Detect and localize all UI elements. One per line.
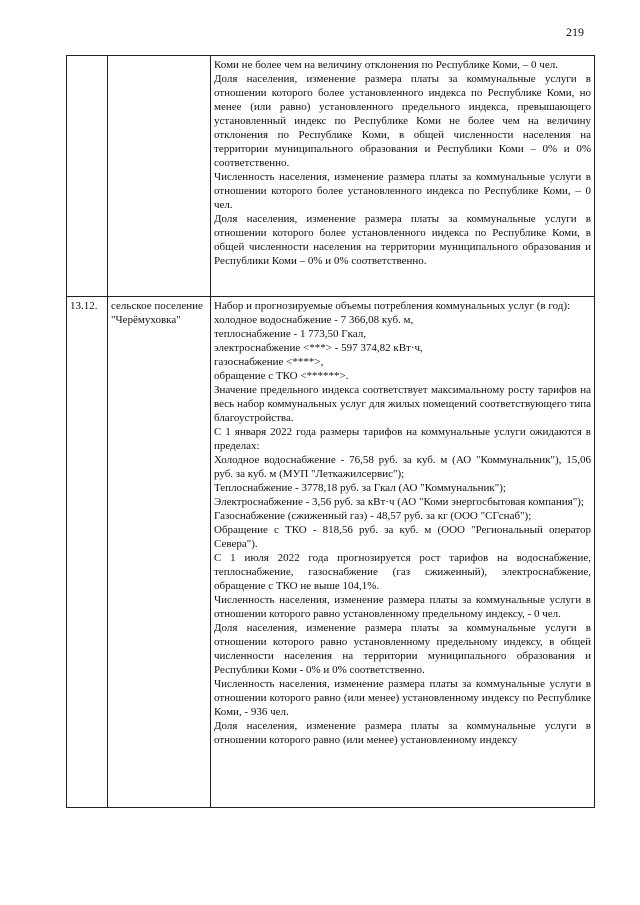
paragraph: Холодное водоснабжение - 76,58 руб. за куб. м (АО "Коммунальник"), 15,06 руб. за куб. м (МУП "Леткажилсервис");	[214, 454, 591, 480]
paragraph: газоснабжение <****>,	[214, 356, 324, 368]
paragraph: Численность населения, изменение размера платы за коммунальные услуги в отношении которого равно установленному предельному индексу, - 0 чел.	[214, 594, 591, 620]
paragraph: Газоснабжение (сжиженный газ) - 48,57 руб. за кг (ООО "СГснаб");	[214, 510, 532, 522]
paragraph: Набор и прогнозируемые объемы потребления коммунальных услуг (в год):	[214, 300, 571, 312]
paragraph: теплоснабжение - 1 773,50 Гкал,	[214, 328, 366, 340]
paragraph: холодное водоснабжение - 7 366,08 куб. м,	[214, 314, 414, 326]
paragraph: Значение предельного индекса соответствует максимальному росту тарифов на весь набор коммунальных услуг для жилых помещений соответствующего типа благоустройства.	[214, 384, 591, 424]
paragraph: Обращение с ТКО - 818,56 руб. за куб. м (ООО "Региональный оператор Севера").	[214, 524, 591, 550]
paragraph: Численность населения, изменение размера платы за коммунальные услуги в отношении которого более установленного индекса по Республике Коми, – 0 чел.	[214, 171, 591, 211]
description-cell	[211, 56, 595, 297]
table-row	[67, 297, 595, 808]
paragraph: Доля населения, изменение размера платы за коммунальные услуги в отношении которого более установленного индекса по Республике Коми, но менее (или равно) установленного предельного индекса, превышающего установленный индекс по Республике Коми не более чем на величину отклонения по Республике Коми, в общей численности населения на территории муниципального образования и Республики Коми – 0% и 0% соответственно.	[214, 73, 591, 169]
paragraph: Теплоснабжение - 3778,18 руб. за Гкал (АО "Коммунальник");	[214, 482, 506, 494]
row-number-cell: 13.12.	[67, 297, 108, 808]
paragraph: обращение с ТКО <******>.	[214, 370, 349, 382]
paragraph: Коми не более чем на величину отклонения по Республике Коми, – 0 чел.	[214, 59, 558, 71]
paragraph: Доля населения, изменение размера платы за коммунальные услуги в отношении которого равно установленному предельному индексу, в общей численности населения на территории муниципального образования и Республики Коми - 0% и 0% соответственно.	[214, 622, 591, 676]
settlement-name-cell: сельское поселение "Черёмуховка"	[108, 297, 211, 808]
settlement-name-cell	[108, 56, 211, 297]
page-number: 219	[566, 25, 584, 39]
paragraph: Доля населения, изменение размера платы за коммунальные услуги в отношении которого равно (или менее) установленному индексу	[214, 720, 591, 746]
paragraph: С 1 июля 2022 года прогнозируется рост тарифов на водоснабжение, теплоснабжение, газоснабжение (газ сжиженный), электроснабжение, обращение с ТКО не выше 104,1%.	[214, 552, 591, 592]
document-table	[66, 55, 595, 808]
paragraph: Электроснабжение - 3,56 руб. за кВт·ч (АО "Коми энергосбытовая компания");	[214, 496, 584, 508]
description-cell	[211, 297, 595, 808]
row-number-cell	[67, 56, 108, 297]
paragraph: Численность населения, изменение размера платы за коммунальные услуги в отношении которого равно (или менее) установленному индексу по Республике Коми, - 936 чел.	[214, 678, 591, 718]
paragraph: С 1 января 2022 года размеры тарифов на коммунальные услуги ожидаются в пределах:	[214, 426, 591, 452]
paragraph: электроснабжение <***> - 597 374,82 кВт·ч,	[214, 342, 423, 354]
table-row	[67, 56, 595, 297]
paragraph: Доля населения, изменение размера платы за коммунальные услуги в отношении которого более установленного индекса по Республике Коми, в общей численности населения на территории муниципального образования и Республики Коми – 0% и 0% соответственно.	[214, 213, 591, 267]
